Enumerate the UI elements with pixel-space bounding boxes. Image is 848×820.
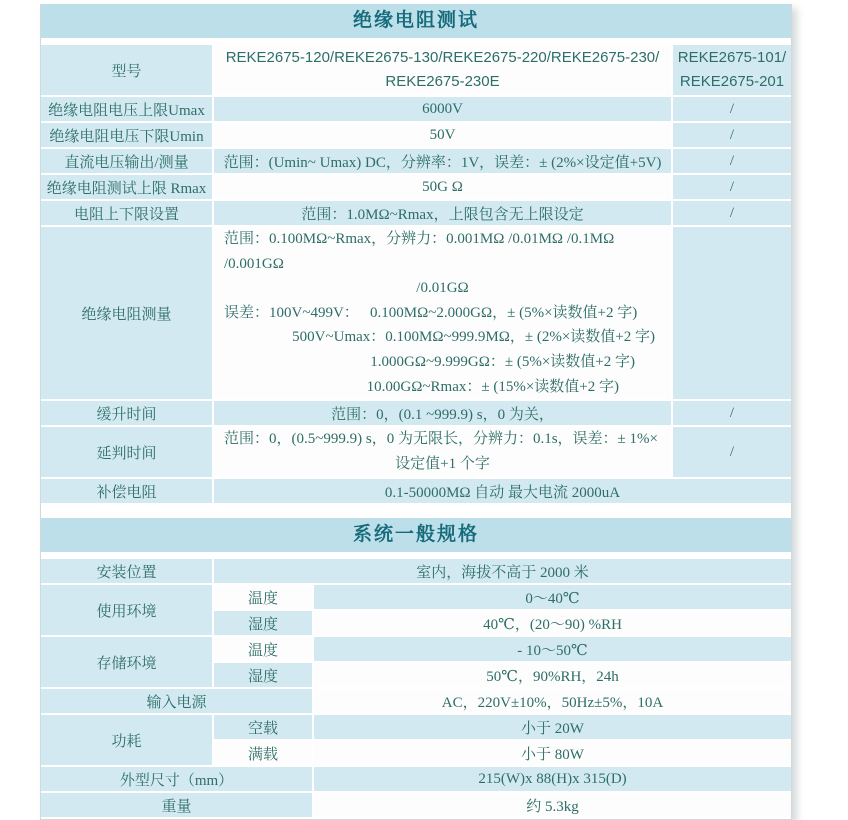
measure-line: 范围：0.100MΩ~Rmax，分辨力：0.001MΩ /0.01MΩ /0.1MΩ /0.001GΩ: [224, 231, 615, 272]
row-value: 50V: [214, 123, 673, 149]
row-value: 范围：(Umin~ Umax) DC，分辨率：1V，误差：± (2%×设定值+5V): [214, 149, 673, 175]
row-label: 绝缘电阻测量: [41, 227, 214, 401]
row-value: 215(W)x 88(H)x 315(D): [314, 767, 791, 793]
sub-label: 满载: [214, 741, 314, 767]
row-value: 50℃，90%RH，24h: [314, 663, 791, 689]
measure-line: 误差：100V~499V： 0.100MΩ~2.000GΩ，± (5%×读数值+2 字): [224, 304, 638, 321]
row-umax: [41, 97, 791, 123]
row-value: 约 5.3kg: [314, 793, 791, 819]
sub-label: 空载: [214, 715, 314, 741]
measure-line: 500V~Umax：0.100MΩ~999.9MΩ，± (2%×读数值+2 字): [292, 329, 655, 346]
row-install-location: [41, 559, 791, 585]
row-compensation: [41, 479, 791, 505]
row-label: 型号: [41, 45, 214, 97]
row-label: 存储环境: [41, 637, 214, 689]
row-value: 0～40℃: [314, 585, 791, 611]
model-value-line: REKE2675-230E: [385, 73, 500, 90]
model-note-line: REKE2675-101/: [677, 49, 787, 66]
row-label: 延判时间: [41, 427, 214, 479]
row-value: 6000V: [214, 97, 673, 123]
row-label: 输入电源: [41, 689, 314, 715]
row-value: 室内，海拔不高于 2000 米: [214, 559, 791, 585]
row-dc-output: [41, 149, 791, 175]
row-value: - 10～50℃: [314, 637, 791, 663]
row-weight: [41, 793, 791, 819]
row-value: [214, 427, 673, 479]
measure-line: /0.01GΩ: [416, 280, 469, 297]
model-note-line: REKE2675-201: [679, 73, 785, 90]
row-consumption-noload: [41, 715, 791, 741]
row-note: /: [673, 175, 791, 201]
measure-line: 1.000GΩ~9.999GΩ：± (5%×读数值+2 字): [370, 353, 635, 370]
row-delay-time: [41, 427, 791, 479]
row-value: 40℃，(20～90) %RH: [314, 611, 791, 637]
row-value: 小于 80W: [314, 741, 791, 767]
row-umin: [41, 123, 791, 149]
row-label: 电阻上下限设置: [41, 201, 214, 227]
spec-sheet: [40, 4, 792, 820]
row-input-power: [41, 689, 791, 715]
row-use-env-temp: [41, 585, 791, 611]
row-resistance-measure: [41, 227, 791, 401]
row-model: [41, 45, 791, 97]
row-value: 范围：0，(0.1 ~999.9) s，0 为关，: [214, 401, 673, 427]
row-label: 外型尺寸（mm）: [41, 767, 314, 793]
model-note-cell: [673, 45, 791, 97]
model-value-cell: [214, 45, 673, 97]
row-storage-env-temp: [41, 637, 791, 663]
row-note: /: [673, 97, 791, 123]
model-value-line: REKE2675-120/REKE2675-130/REKE2675-220/REKE2675-230/: [225, 49, 660, 66]
row-note: /: [673, 401, 791, 427]
section-title-insulation-test: 绝缘电阻测试: [41, 4, 791, 38]
row-note: /: [673, 201, 791, 227]
delay-line: 设定值+1 个字: [395, 456, 490, 473]
measure-line: 10.00GΩ~Rmax：± (15%×读数值+2 字): [366, 378, 619, 395]
row-value: AC，220V±10%，50Hz±5%，10A: [314, 689, 791, 715]
general-specs-table: [41, 559, 791, 819]
row-value: 小于 20W: [314, 715, 791, 741]
row-label: 使用环境: [41, 585, 214, 637]
row-label: 绝缘电阻电压下限Umin: [41, 123, 214, 149]
insulation-test-table: [41, 45, 791, 505]
row-dimensions: [41, 767, 791, 793]
row-note: /: [673, 123, 791, 149]
row-ramp-time: [41, 401, 791, 427]
row-note: /: [673, 149, 791, 175]
row-value: 0.1-50000MΩ 自动 最大电流 2000uA: [214, 479, 791, 505]
row-label: 功耗: [41, 715, 214, 767]
row-label: 缓升时间: [41, 401, 214, 427]
row-note: [673, 227, 791, 401]
row-value: 50G Ω: [214, 175, 673, 201]
section-title-general-specs: 系统一般规格: [41, 518, 791, 552]
row-label: 绝缘电阻电压上限Umax: [41, 97, 214, 123]
sub-label: 温度: [214, 637, 314, 663]
delay-line: 范围：0，(0.5~999.9) s，0 为无限长，分辨力：0.1s，误差：± 1%×: [224, 431, 658, 448]
sub-label: 湿度: [214, 663, 314, 689]
row-label: 直流电压输出/测量: [41, 149, 214, 175]
row-label: 重量: [41, 793, 314, 819]
row-rmax: [41, 175, 791, 201]
row-label: 绝缘电阻测试上限 Rmax: [41, 175, 214, 201]
sub-label: 湿度: [214, 611, 314, 637]
row-label: 补偿电阻: [41, 479, 214, 505]
row-label: 安装位置: [41, 559, 214, 585]
row-value: [214, 227, 673, 401]
row-value: 范围：1.0MΩ~Rmax，上限包含无上限设定: [214, 201, 673, 227]
row-limit-setting: [41, 201, 791, 227]
sub-label: 温度: [214, 585, 314, 611]
row-note: /: [673, 427, 791, 479]
